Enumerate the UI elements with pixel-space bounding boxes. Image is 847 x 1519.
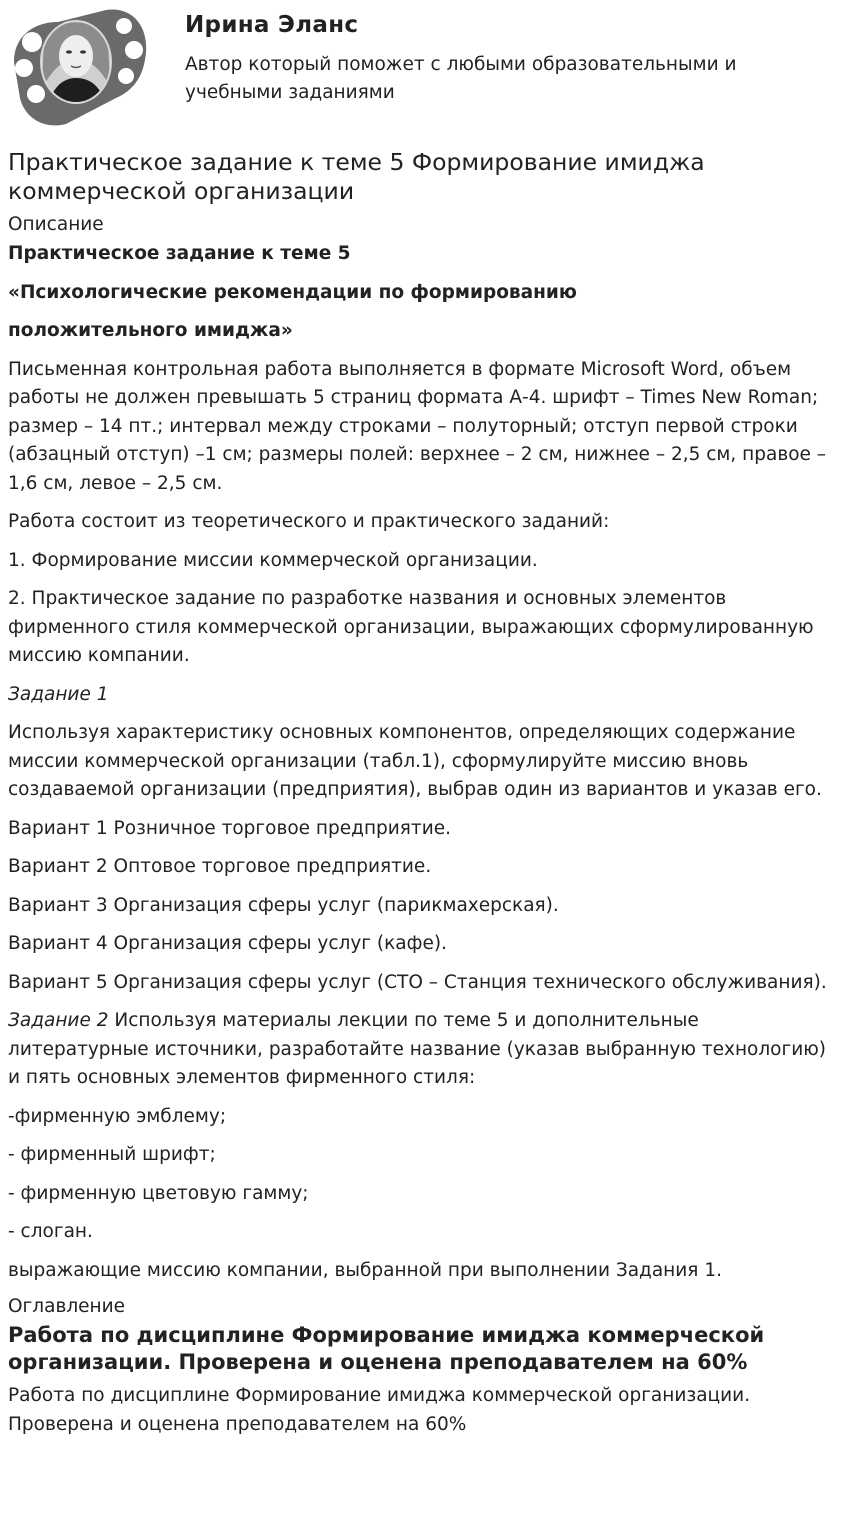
closing-paragraph: выражающие миссию компании, выбранной при выполнении Задания 1. — [8, 1259, 722, 1281]
description-label: Описание — [8, 214, 104, 235]
task-heading: Практическое задание к теме 5 — [8, 243, 351, 264]
variant-item: Вариант 2 Оптовое торговое предприятие. — [8, 856, 432, 877]
list-item: 1. Формирование миссии коммерческой организации. — [8, 549, 538, 571]
document-title: Практическое задание к теме 5 Формирование имиджа коммерческой организации — [8, 148, 705, 205]
style-element-item: - фирменную цветовую гамму; — [8, 1182, 309, 1204]
style-element-item: - слоган. — [8, 1221, 93, 1242]
author-name[interactable]: Ирина Эланс — [185, 12, 359, 38]
task2-label: Задание 2 — [8, 1010, 109, 1031]
work-text: Работа по дисциплине Формирование имиджа коммерческой организации. Проверена и оценена преподавателем на 60% — [8, 1385, 751, 1435]
task2-text: Используя материалы лекции по теме 5 и дополнительные литературные источники, разработайте название (указав выбранную технологию) и пять основных элементов фирменного стиля: — [8, 1010, 827, 1088]
list-item: 2. Практическое задание по разработке названия и основных элементов фирменного стиля коммерческой организации, выражающих сформулированную миссию компании. — [8, 588, 814, 666]
format-paragraph: Письменная контрольная работа выполняется в формате Microsoft Word, объем работы не должен превышать 5 страниц формата А-4. шрифт – Times New Roman; размер – 14 пт.; интервал между строками – полуторный; отступ первой строки (абзацный отступ) –1 см; размеры полей: верхнее – 2 см, нижнее – 2,5 см, правое – 1,6 см, левое – 2,5 см. — [8, 358, 827, 494]
variant-item: Вариант 1 Розничное торговое предприятие. — [8, 817, 451, 839]
structure-paragraph: Работа состоит из теоретического и практического заданий: — [8, 511, 610, 532]
toc-label: Оглавление — [8, 1296, 126, 1317]
work-title: Работа по дисциплине Формирование имиджа коммерческой организации. Проверена и оценена преподавателем на 60% — [8, 1323, 765, 1374]
variant-item: Вариант 3 Организация сферы услуг (парикмахерская). — [8, 894, 559, 916]
author-description: Автор который поможет с любыми образовательными и учебными заданиями — [185, 54, 737, 103]
style-element-item: - фирменный шрифт; — [8, 1144, 216, 1165]
document-content — [8, 148, 840, 1449]
variant-item: Вариант 5 Организация сферы услуг (СТО – Станция технического обслуживания). — [8, 971, 827, 993]
style-element-item: -фирменную эмблему; — [8, 1105, 227, 1127]
author-avatar[interactable] — [6, 6, 152, 128]
variant-item: Вариант 4 Организация сферы услуг (кафе). — [8, 933, 447, 954]
task-heading-subtitle-line1: «Психологические рекомендации по формированию — [8, 281, 577, 303]
task-heading-subtitle-line2: положительного имиджа» — [8, 320, 293, 341]
task2-paragraph — [8, 1007, 840, 1093]
author-card — [0, 0, 847, 135]
task1-text: Используя характеристику основных компонентов, определяющих содержание миссии коммерческой организации (табл.1), сформулируйте миссию вновь создаваемой организации (предприятия), выбрав один из вариантов и указав его. — [8, 722, 822, 800]
task1-label: Задание 1 — [8, 683, 109, 705]
